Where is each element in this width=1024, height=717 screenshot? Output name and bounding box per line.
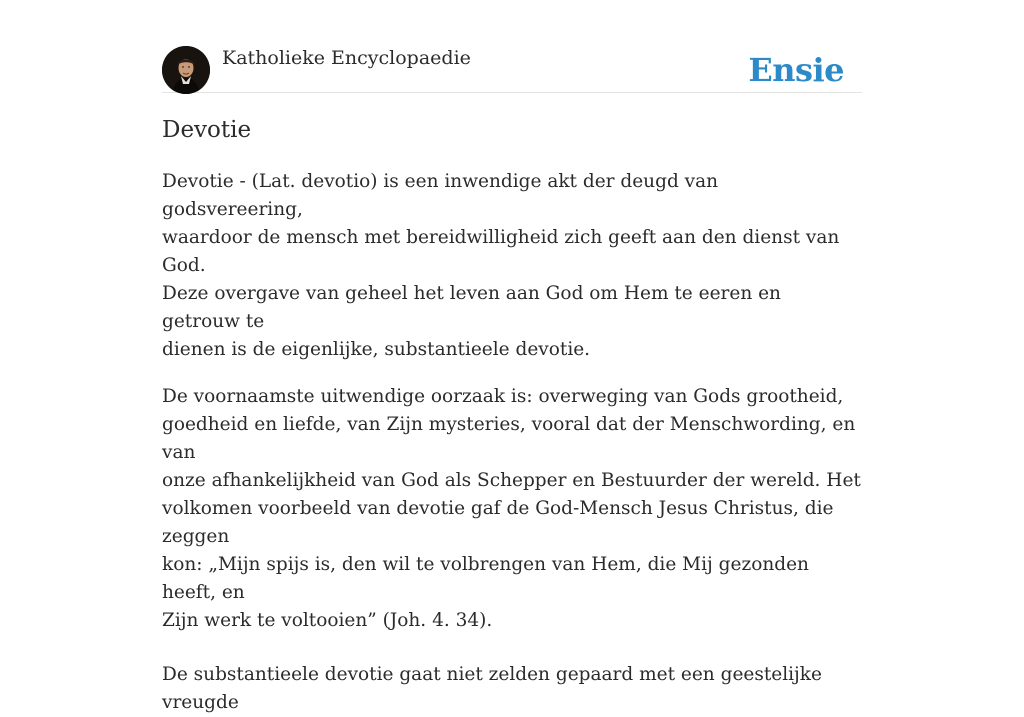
source-name[interactable]: Katholieke Encyclopaedie — [222, 47, 471, 69]
text-line: kon: „Mijn spijs is, den wil te volbrengen van Hem, die Mij gezonden heeft, en — [162, 554, 809, 603]
text-line: Deze overgave van geheel het leven aan God om Hem te eeren en getrouw te — [162, 283, 781, 332]
paragraph-3 — [162, 661, 862, 717]
paragraph-2 — [162, 383, 862, 635]
paragraph-1 — [162, 168, 862, 364]
text-line: Devotie - (Lat. devotio) is een inwendige akt der deugd van godsvereering, — [162, 171, 719, 220]
text-line: waardoor de mensch met bereidwilligheid zich geeft aan den dienst van God. — [162, 227, 840, 276]
text-line: De substantieele devotie gaat niet zelden gepaard met een geestelijke vreugde — [162, 664, 822, 713]
text-line: dienen is de eigenlijke, substantieele devotie. — [162, 339, 591, 360]
header — [162, 46, 862, 93]
text-line: onze afhankelijkheid van God als Schepper en Bestuurder der wereld. Het — [162, 470, 861, 491]
page — [162, 0, 862, 713]
brand-logo[interactable]: Ensie — [748, 51, 844, 89]
portrait-avatar-icon — [162, 46, 210, 94]
page-title: Devotie — [162, 117, 252, 143]
source-avatar[interactable] — [162, 46, 210, 94]
text-line: Zijn werk te voltooien” (Joh. 4. 34). — [162, 610, 493, 631]
text-line: De voornaamste uitwendige oorzaak is: overweging van Gods grootheid, — [162, 386, 844, 407]
text-line: volkomen voorbeeld van devotie gaf de God-Mensch Jesus Christus, die zeggen — [162, 498, 834, 547]
text-line: goedheid en liefde, van Zijn mysteries, vooral dat der Menschwording, en van — [162, 414, 856, 463]
article-body — [162, 168, 862, 717]
